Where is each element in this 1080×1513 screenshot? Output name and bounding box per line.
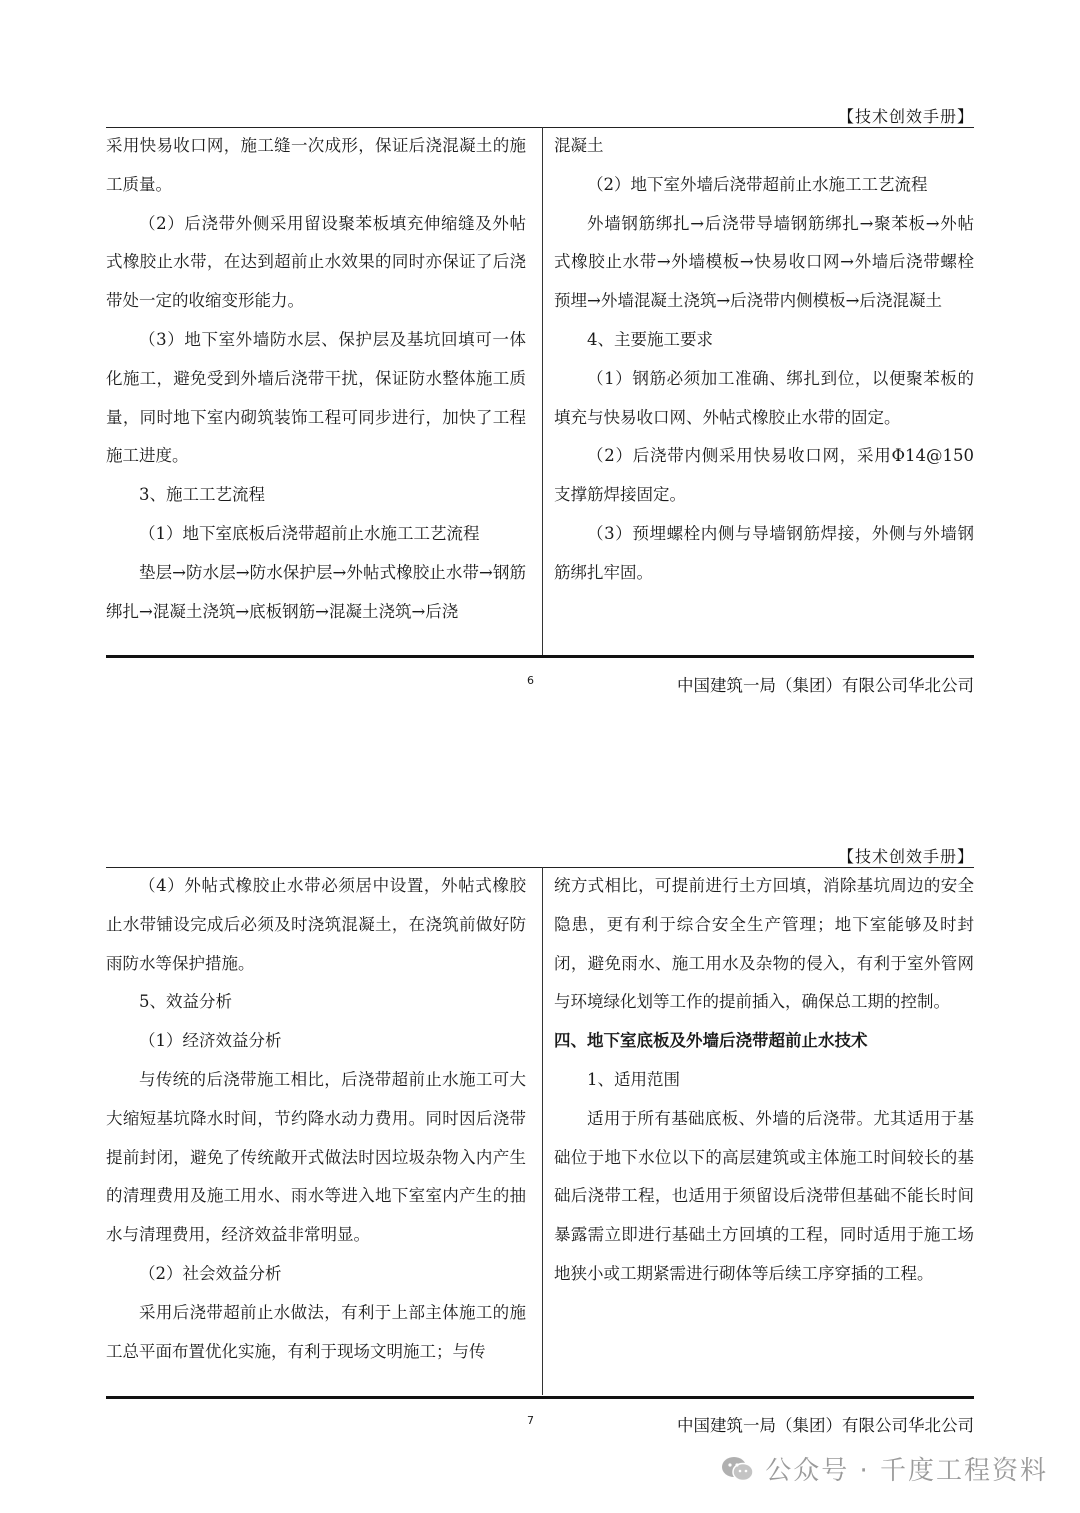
wechat-icon	[721, 1455, 755, 1483]
chapter-heading: 四、地下室底板及外墙后浇带超前止水技术	[554, 1031, 868, 1051]
paragraph: （2）后浇带外侧采用留设聚苯板填充伸缩缝及外帖式橡胶止水带，在达到超前止水效果的同时亦保证了后浇带处一定的收缩变形能力。	[106, 213, 526, 311]
paragraph: （1）钢筋必须加工准确、绑扎到位，以便聚苯板的填充与快易收口网、外帖式橡胶止水带的固定。	[554, 368, 974, 427]
paragraph: （4）外帖式橡胶止水带必须居中设置，外帖式橡胶止水带铺设完成后必须及时浇筑混凝土，在浇筑前做好防雨防水等保护措施。	[106, 876, 526, 973]
header-title: 【技术创效手册】	[837, 847, 974, 866]
footer-rule	[106, 1396, 974, 1399]
subheading: （2）地下室外墙后浇带超前止水施工工艺流程	[587, 174, 928, 194]
paragraph: 适用于所有基础底板、外墙的后浇带。尤其适用于基础位于地下水位以下的高层建筑或主体施工时间较长的基础后浇带工程，也适用于须留设后浇带但基础不能长时间暴露需立即进行基础土方回填的工程，同时适用于施工场地狭小或工期紧需进行砌体等后续工序穿插的工程。	[554, 1108, 974, 1283]
left-column	[106, 127, 526, 631]
footer-company: 中国建筑一局（集团）有限公司华北公司	[677, 1416, 974, 1435]
header-title: 【技术创效手册】	[837, 107, 974, 126]
paragraph: 采用快易收口网，施工缝一次成形，保证后浇混凝土的施工质量。	[106, 136, 526, 194]
paragraph: （3）地下室外墙防水层、保护层及基坑回填可一体化施工，避免受到外墙后浇带干扰，保证防水整体施工质量，同时地下室内砌筑装饰工程可同步进行，加快了工程施工进度。	[106, 329, 526, 466]
paragraph: 混凝土	[554, 136, 604, 155]
paragraph: （3）预埋螺栓内侧与导墙钢筋焊接，外侧与外墙钢筋绑扎牢固。	[554, 523, 974, 582]
subheading: （2）社会效益分析	[139, 1263, 282, 1283]
paragraph: 与传统的后浇带施工相比，后浇带超前止水施工可大大缩短基坑降水时间，节约降水动力费用。同时因后浇带提前封闭，避免了传统敞开式做法时因垃圾杂物入内产生的清理费用及施工用水、雨水等进入地下室室内产生的抽水与清理费用，经济效益非常明显。	[106, 1069, 526, 1245]
left-column	[106, 867, 526, 1371]
paragraph: 垫层→防水层→防水保护层→外帖式橡胶止水带→钢筋绑扎→混凝土浇筑→底板钢筋→混凝土浇筑→后浇	[106, 562, 526, 621]
column-divider	[542, 127, 543, 655]
right-column	[554, 127, 974, 593]
section-heading: 1、适用范围	[587, 1069, 680, 1089]
page-6	[0, 0, 1080, 740]
paragraph: （2）后浇带内侧采用快易收口网，采用Φ14@150支撑筋焊接固定。	[554, 446, 974, 505]
paragraph: 外墙钢筋绑扎→后浇带导墙钢筋绑扎→聚苯板→外帖式橡胶止水带→外墙模板→快易收口网→外墙后浇带螺栓预埋→外墙混凝土浇筑→后浇带内侧模板→后浇混凝土	[554, 213, 974, 311]
right-column	[554, 867, 974, 1294]
watermark-text: 公众号 · 千度工程资料	[765, 1456, 1048, 1486]
paragraph: 统方式相比，可提前进行土方回填，消除基坑周边的安全隐患，更有利于综合安全生产管理；地下室能够及时封闭，避免雨水、施工用水及杂物的侵入，有利于室外管网与环境绿化划等工作的提前插入，确保总工期的控制。	[554, 876, 974, 1012]
page-number: 6	[527, 674, 534, 687]
paragraph: 采用后浇带超前止水做法，有利于上部主体施工的施工总平面布置优化实施，有利于现场文明施工；与传	[106, 1302, 526, 1361]
column-divider	[542, 867, 543, 1395]
section-heading: 5、效益分析	[139, 992, 232, 1012]
subheading: （1）经济效益分析	[139, 1031, 282, 1051]
footer-company: 中国建筑一局（集团）有限公司华北公司	[677, 676, 974, 695]
section-heading: 4、主要施工要求	[587, 329, 713, 349]
watermark	[721, 1450, 1048, 1487]
section-heading: 3、施工工艺流程	[139, 485, 265, 505]
page-7	[0, 740, 1080, 1513]
footer-rule	[106, 655, 974, 658]
page-number: 7	[527, 1414, 534, 1427]
subheading: （1）地下室底板后浇带超前止水施工工艺流程	[139, 523, 480, 543]
